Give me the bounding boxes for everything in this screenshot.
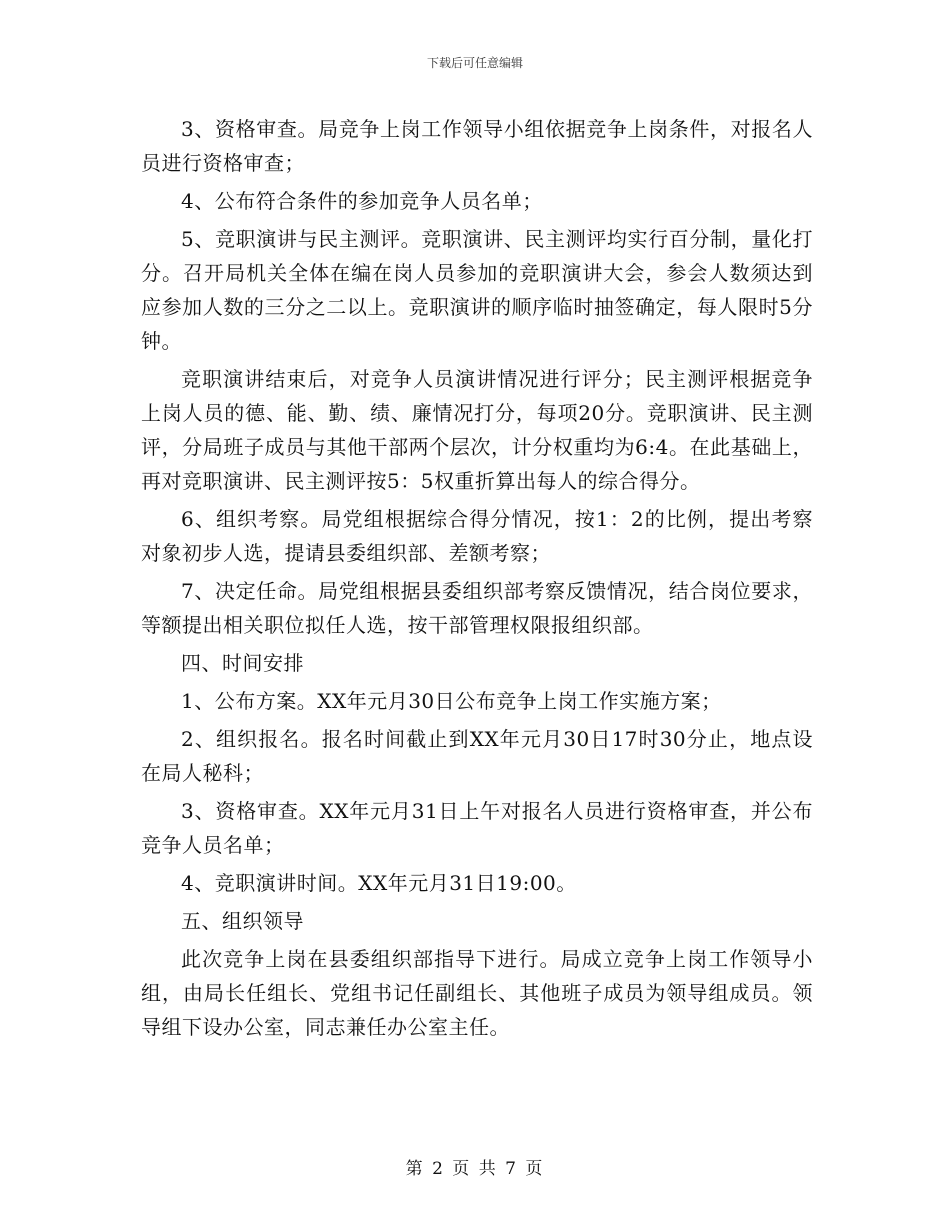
paragraph-schedule-review: 3、资格审查。XX年元月31日上午对报名人员进行资格审查，并公布竞争人员名单； [141, 799, 813, 857]
section-heading-schedule: 四、时间安排 [181, 651, 304, 675]
paragraph-inspection: 6、组织考察。局党组根据综合得分情况，按1：2的比例，提出考察对象初步人选，提请县委组织部、差额考察； [141, 507, 813, 565]
paragraph-publish-list: 4、公布符合条件的参加竞争人员名单； [181, 189, 543, 213]
page-header-note: 下载后可任意编辑 [426, 56, 523, 70]
paragraph-schedule-speech: 4、竞职演讲时间。XX年元月31日19:00。 [181, 871, 577, 895]
paragraph-leadership: 此次竞争上岗在县委组织部指导下进行。局成立竞争上岗工作领导小组，由局长任组长、党组书记任副组长、其他班子成员为领导组成员。领导组下设办公室，同志兼任办公室主任。 [141, 947, 813, 1039]
page-number-footer: 第 2 页 共 7 页 [405, 1159, 545, 1179]
paragraph-appointment: 7、决定任命。局党组根据县委组织部考察反馈情况，结合岗位要求，等额提出相关职位拟任人选，按干部管理权限报组织部。 [141, 579, 813, 637]
paragraph-schedule-announce: 1、公布方案。XX年元月30日公布竞争上岗工作实施方案； [181, 689, 722, 713]
document-body [141, 112, 813, 1048]
paragraph-speech-evaluation: 5、竞职演讲与民主测评。竞职演讲、民主测评均实行百分制，量化打分。召开局机关全体在编在岗人员参加的竞职演讲大会，参会人数须达到应参加人数的三分之二以上。竞职演讲的顺序临时抽签确定，每人限时5分钟。 [141, 227, 813, 353]
paragraph-schedule-registration: 2、组织报名。报名时间截止到XX年元月30日17时30分止，地点设在局人秘科； [141, 727, 813, 785]
paragraph-scoring: 竞职演讲结束后，对竞争人员演讲情况进行评分；民主测评根据竞争上岗人员的德、能、勤、绩、廉情况打分，每项20分。竞职演讲、民主测评，分局班子成员与其他干部两个层次，计分权重均为6:4。在此基础上，再对竞职演讲、民主测评按5：5权重折算出每人的综合得分。 [141, 367, 813, 493]
section-heading-leadership: 五、组织领导 [181, 909, 304, 933]
paragraph-qualification-review: 3、资格审查。局竞争上岗工作领导小组依据竞争上岗条件，对报名人员进行资格审查； [141, 117, 813, 175]
